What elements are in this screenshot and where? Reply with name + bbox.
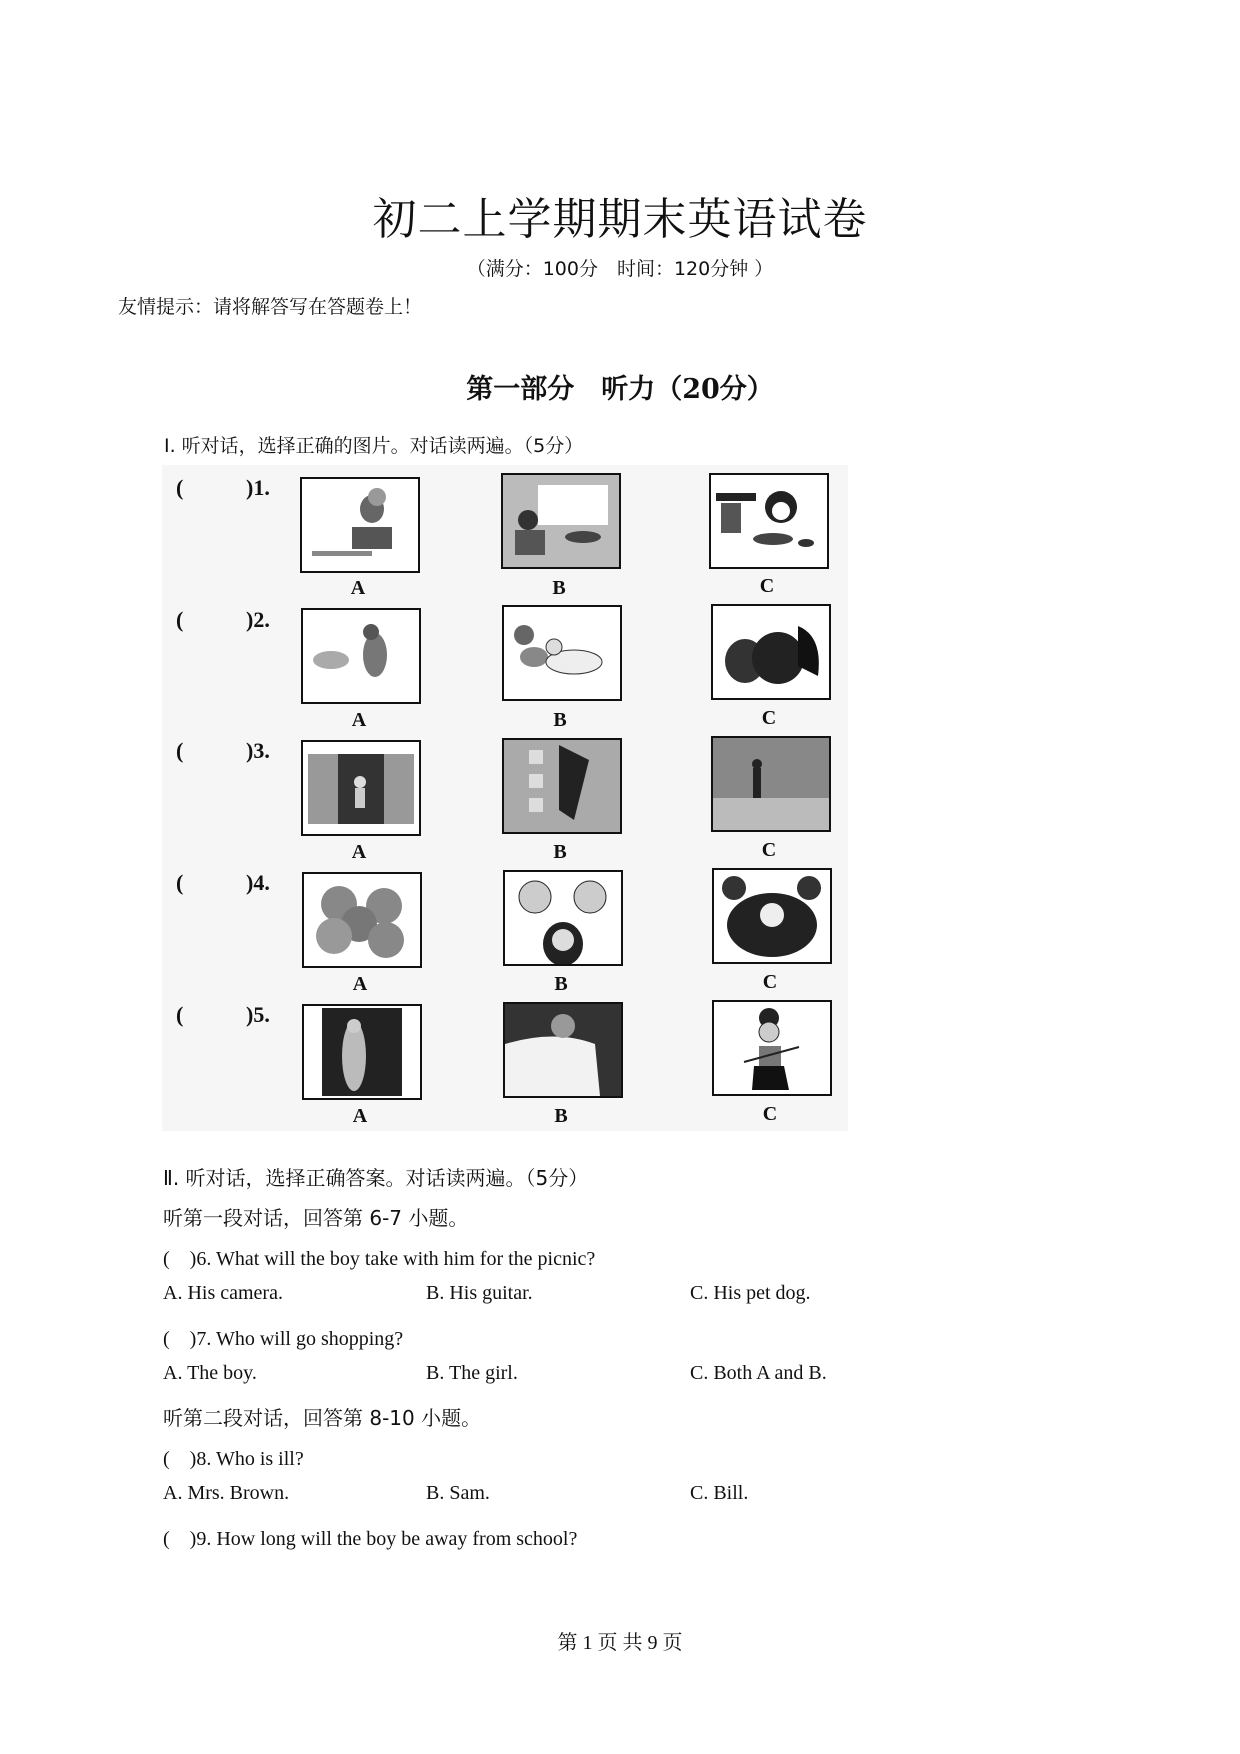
option-letter-c: C: [761, 839, 777, 861]
option-letter-a: A: [350, 577, 366, 599]
option-letter-c: C: [759, 575, 775, 597]
picture-5a: [302, 1004, 422, 1100]
picture-3b: [502, 738, 622, 834]
roosters-icon: [713, 606, 829, 698]
answer-blank-open: (: [176, 607, 184, 632]
page-footer: 第 1 页 共 9 页: [557, 1632, 683, 1654]
girl-doing-laundry-icon: [302, 479, 418, 571]
answer-blank-open: (: [176, 1002, 184, 1027]
option-letter-c: C: [762, 971, 778, 993]
part2-instruction: Ⅱ. 听对话，选择正确答案。对话读两遍。（5分）: [163, 1166, 589, 1190]
question-number: )3.: [246, 738, 270, 763]
q6-option-a: A. His camera.: [163, 1282, 283, 1304]
part1-instruction: Ⅰ. 听对话，选择正确的图片。对话读两遍。（5分）: [164, 435, 584, 457]
picture-5b: [503, 1002, 623, 1098]
picture-1a: [300, 477, 420, 573]
q8-option-a: A. Mrs. Brown.: [163, 1482, 290, 1504]
option-letter-a: A: [352, 1105, 368, 1127]
option-letter-b: B: [553, 709, 567, 731]
question-9: ( )9. How long will the boy be away from school?: [163, 1528, 578, 1550]
option-letter-b: B: [554, 973, 568, 995]
picture-3a: [301, 740, 421, 836]
girl-eating-meal-icon: [711, 475, 827, 567]
picture-4b: [503, 870, 623, 966]
question-6: ( )6. What will the boy take with him for the picnic?: [163, 1248, 596, 1270]
decorated-figures-icon: [714, 870, 830, 962]
section-heading: 第一部分 听力（20分）: [466, 374, 774, 405]
question-number: )1.: [246, 475, 270, 500]
exam-score-time: （满分：100分 时间：120分钟 ）: [466, 258, 774, 280]
building-with-tree-icon: [504, 740, 620, 832]
option-letter-a: A: [351, 841, 367, 863]
question-number: )5.: [246, 1002, 270, 1027]
picture-4a: [302, 872, 422, 968]
answer-blank-open: (: [176, 870, 184, 895]
question-8: ( )8. Who is ill?: [163, 1448, 304, 1470]
q8-option-b: B. Sam.: [426, 1482, 490, 1504]
exam-title: 初二上学期期末英语试卷: [372, 194, 868, 245]
dogs-icon: [504, 607, 620, 699]
option-letter-b: B: [554, 1105, 568, 1127]
dialog1-heading: 听第一段对话，回答第 6-7 小题。: [163, 1206, 469, 1230]
question-7: ( )7. Who will go shopping?: [163, 1328, 404, 1350]
q6-option-b: B. His guitar.: [426, 1282, 533, 1304]
girl-in-front-of-building-icon: [713, 738, 829, 830]
picture-3c: [711, 736, 831, 832]
picture-2c: [711, 604, 831, 700]
picture-question-panel: [162, 465, 848, 1131]
cats-icon: [303, 610, 419, 702]
picture-1c: [709, 473, 829, 569]
q7-option-b: B. The girl.: [426, 1362, 518, 1384]
option-letter-a: A: [351, 709, 367, 731]
dialog2-heading: 听第二段对话，回答第 8-10 小题。: [163, 1406, 482, 1430]
man-singer-icon: [505, 1004, 621, 1096]
three-faces-icon: [505, 872, 621, 964]
option-letter-b: B: [553, 841, 567, 863]
answer-blank-open: (: [176, 475, 184, 500]
picture-2a: [301, 608, 421, 704]
girl-watching-tv-icon: [503, 475, 619, 567]
woman-singer-icon: [304, 1006, 420, 1098]
option-letter-b: B: [552, 577, 566, 599]
option-letter-c: C: [762, 1103, 778, 1125]
picture-4c: [712, 868, 832, 964]
question-number: )2.: [246, 607, 270, 632]
q8-option-c: C. Bill.: [690, 1482, 749, 1504]
picture-5c: [712, 1000, 832, 1096]
q7-option-a: A. The boy.: [163, 1362, 257, 1384]
picture-2b: [502, 605, 622, 701]
question-number: )4.: [246, 870, 270, 895]
clown-violinist-icon: [714, 1002, 830, 1094]
option-letter-c: C: [761, 707, 777, 729]
q7-option-c: C. Both A and B.: [690, 1362, 827, 1384]
option-letter-a: A: [352, 973, 368, 995]
friendly-tip: 友情提示：请将解答写在答题卷上！: [118, 296, 423, 318]
answer-blank-open: (: [176, 738, 184, 763]
girl-at-doorway-icon: [303, 742, 419, 834]
picture-1b: [501, 473, 621, 569]
q6-option-c: C. His pet dog.: [690, 1282, 811, 1304]
coins-icon: [304, 874, 420, 966]
